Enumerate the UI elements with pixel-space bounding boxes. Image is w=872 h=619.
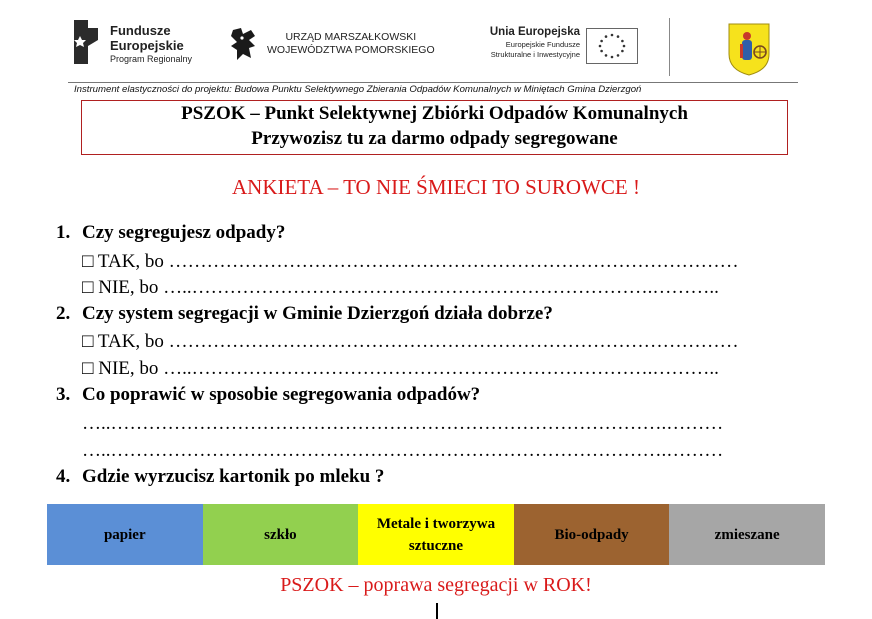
waste-bins-row [47,504,825,565]
header-line [68,82,798,83]
bin-glass[interactable] [203,504,359,565]
q1-option-no[interactable]: □ NIE, bo …..……………………………………………………………….……….. [82,277,719,298]
um-line1: URZĄD MARSZAŁKOWSKI [285,31,417,43]
survey-title: ANKIETA – TO NIE ŚMIECI TO SUROWCE ! [231,175,640,199]
ue-text [478,24,580,60]
q3-answer-line-2[interactable]: …..…………………………………………………………………………….……… [82,440,724,461]
eu-stars-flag-icon [586,28,638,64]
question-text: Czy system segregacji w Gminie Dzierzgoń działa dobrze? [82,303,553,324]
question-3 [56,384,480,406]
question-1 [56,222,285,244]
question-2 [56,303,553,325]
griffin-icon [229,26,259,62]
fe-line3: Program Regionalny [110,54,193,64]
bin-mixed[interactable] [669,504,825,565]
urzad-marszalkowski-logo [229,26,439,66]
bin-label: papier [103,526,146,543]
question-text: Czy segregujesz odpady? [82,222,286,243]
bin-label: szkło [264,526,297,543]
question-number: 4. [56,466,71,487]
title-line2: Przywozisz tu za darmo odpady segregowane [251,128,618,149]
bin-metal-plastic[interactable] [358,504,514,565]
q2-option-no[interactable]: □ NIE, bo …..……………………………………………………………….……….. [82,358,719,379]
question-number: 3. [56,384,71,405]
um-line2: WOJEWÓDZTWA POMORSKIEGO [267,44,435,56]
footer-slogan: PSZOK – poprawa segregacji w ROK! [280,574,592,596]
q2-option-yes[interactable]: □ TAK, bo ……………………………………………………………………………… [82,331,739,352]
question-text: Co poprawić w sposobie segregowania odpadów? [82,384,481,405]
bin-label: zmieszane [714,526,780,543]
question-4 [56,466,384,488]
dzierzgon-crest-icon [727,22,771,76]
fundusze-text [110,23,192,65]
bin-label: Metale i tworzywa sztuczne [376,515,496,554]
fundusze-flag-icon [74,20,100,64]
fe-line2: Europejskie [110,38,184,53]
fe-line1: Fundusze [110,23,171,38]
fundusze-europejskie-logo [74,20,204,68]
title-line1: PSZOK – Punkt Selektywnej Zbiórki Odpadów Komunalnych [181,103,688,124]
bin-label: Bio-odpady [554,526,629,543]
instrument-text: Instrument elastyczności do projektu: Budowa Punktu Selektywnego Zbierania Odpadów Komunalnych w Miniętach Gmina Dzierzgoń [74,84,642,95]
bin-bio[interactable] [514,504,670,565]
question-text: Gdzie wyrzucisz kartonik po mleku ? [82,466,385,487]
q1-option-yes[interactable]: □ TAK, bo ……………………………………………………………………………… [82,251,739,272]
bin-paper[interactable] [47,504,203,565]
header-separator [669,18,670,76]
question-number: 2. [56,303,71,324]
q3-answer-line-1[interactable]: …..…………………………………………………………………………….……… [82,413,724,434]
title-box [81,100,788,155]
urzad-text [267,31,435,57]
question-number: 1. [56,222,71,243]
ue-line3: Strukturalne i Inwestycyjne [490,50,580,59]
unia-europejska-logo [478,24,648,68]
ue-line2: Europejskie Fundusze [505,40,580,49]
text-cursor [436,603,438,619]
ue-line1: Unia Europejska [489,26,580,38]
